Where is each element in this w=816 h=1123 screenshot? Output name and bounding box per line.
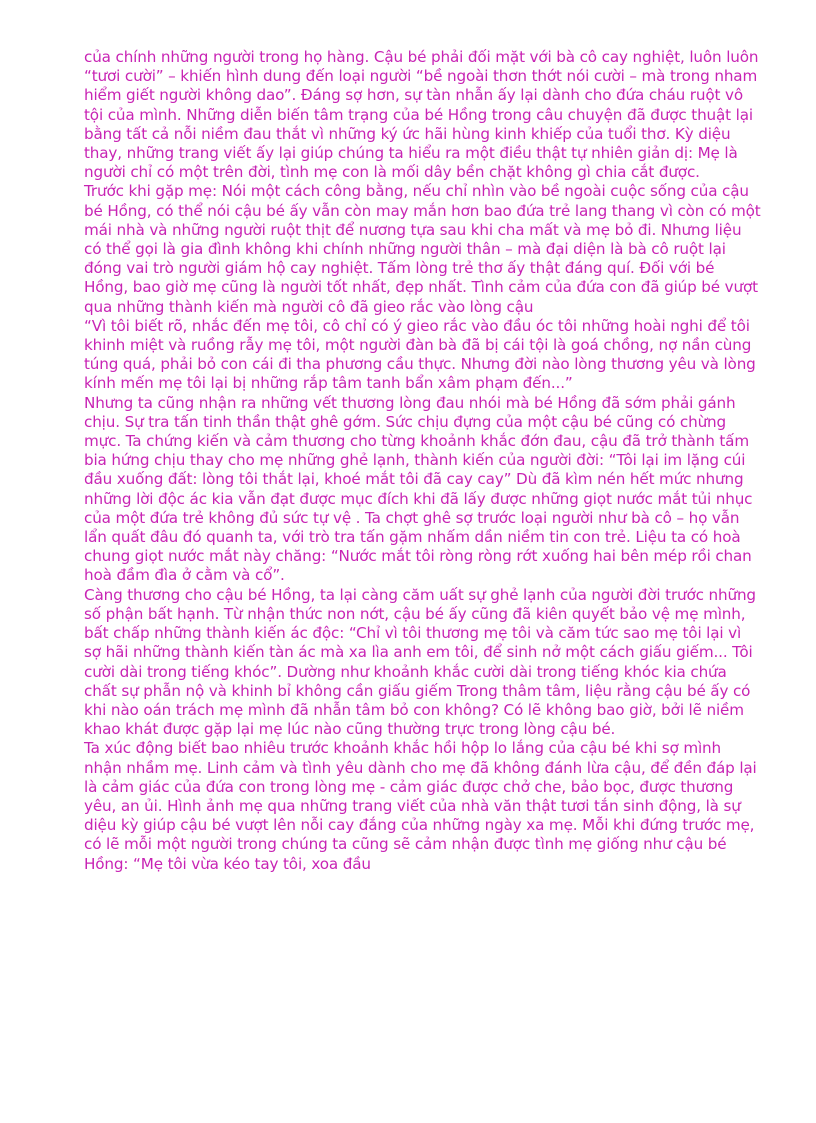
paragraph-3-quote: “Vì tôi biết rõ, nhắc đến mẹ tôi, cô chỉ có ý gieo rắc vào đầu óc tôi những hoài nghi để tôi khinh miệt và ruồng rẫy mẹ tôi, một người đàn bà đã bị cái tội là goá chồng, nợ nần cùng túng quá, phải bỏ con cái đi tha phương cầu thực. Nhưng đời nào lòng thương yêu và lòng kính mến mẹ tôi lại bị những rắp tâm tanh bẩn xâm phạm đến...” [84, 316, 756, 393]
paragraph-1: của chính những người trong họ hàng. Cậu bé phải đối mặt với bà cô cay nghiệt, luôn luôn “tươi cười” – khiến hình dung đến loại người “bề ngoài thơn thớt nói cười – mà trong nham hiểm giết người không dao”. Đáng sợ hơn, sự tàn nhẫn ấy lại dành cho đứa cháu ruột vô tội của mình. Những diễn biến tâm trạng của bé Hồng trong câu chuyện đã được thuật lại bằng tất cả nỗi niềm đau thắt vì những ký ức hãi hùng kinh khiếp của tuổi thơ. Kỳ diệu thay, những trang viết ấy lại giúp chúng ta hiểu ra một điều thật tự nhiên giản dị: Mẹ là người chỉ có một trên đời, tình mẹ con là mối dây bền chặt không gì chia cắt được. [84, 48, 759, 182]
paragraph-5: Càng thương cho cậu bé Hồng, ta lại càng căm uất sự ghẻ lạnh của người đời trước những số phận bất hạnh. Từ nhận thức non nớt, cậu bé ấy cũng đã kiên quyết bảo vệ mẹ mình, bất chấp những thành kiến ác độc: “Chỉ vì tôi thương mẹ tôi và căm tức sao mẹ tôi lại vì sợ hãi những thành kiến tàn ác mà xa lìa anh em tôi, để sinh nở một cách giấu giếm... Tôi cười dài trong tiếng khóc”. Dường như khoảnh khắc cười dài trong tiếng khóc kia chứa chất sự phẫn nộ và khinh bỉ không cần giấu giếm Trong thâm tâm, liệu rằng cậu bé ấy có khi nào oán trách mẹ mình đã nhẫn tâm bỏ con không? Có lẽ không bao giờ, bởi lẽ niềm khao khát được gặp lại mẹ lúc nào cũng thường trực trong lòng cậu bé. [84, 585, 756, 739]
document-page [84, 48, 762, 874]
paragraph-4: Nhưng ta cũng nhận ra những vết thương lòng đau nhói mà bé Hồng đã sớm phải gánh chịu. Sự tra tấn tinh thần thật ghê gớm. Sức chịu đựng của một cậu bé cũng có chừng mực. Ta chứng kiến và cảm thương cho từng khoảnh khắc đớn đau, cậu đã trở thành tấm bia hứng chịu thay cho mẹ những ghẻ lạnh, thành kiến của người đời: “Tôi lại im lặng cúi đầu xuống đất: lòng tôi thắt lại, khoé mắt tôi đã cay cay” Dù đã kìm nén hết mức nhưng những lời độc ác kia vẫn đạt được mục đích khi đã lấy được những giọt nước mắt tủi nhục của một đứa trẻ không đủ sức tự vệ . Ta chợt ghê sợ trước loại người như bà cô – họ vẫn lẩn quất đâu đó quanh ta, với trò tra tấn gặm nhấm dần niềm tin con trẻ. Liệu ta có hoà chung giọt nước mắt này chăng: “Nước mắt tôi ròng ròng rớt xuống hai bên mép rồi chan hoà đầm đìa ở cằm và cổ”. [84, 393, 753, 585]
paragraph-6: Ta xúc động biết bao nhiêu trước khoảnh khắc hồi hộp lo lắng của cậu bé khi sợ mình nhận nhầm mẹ. Linh cảm và tình yêu dành cho mẹ đã không đánh lừa cậu, để đền đáp lại là cảm giác của đứa con trong lòng mẹ - cảm giác được chở che, bảo bọc, được thương yêu, an ủi. Hình ảnh mẹ qua những trang viết của nhà văn thật tươi tắn sinh động, là sự diệu kỳ giúp cậu bé vượt lên nỗi cay đắng của những ngày xa mẹ. Mỗi khi đứng trước mẹ, có lẽ mỗi một người trong chúng ta cũng sẽ cảm nhận được tình mẹ giống như cậu bé Hồng: “Mẹ tôi vừa kéo tay tôi, xoa đầu [84, 739, 757, 873]
paragraph-2: Trước khi gặp mẹ: Nói một cách công bằng, nếu chỉ nhìn vào bề ngoài cuộc sống của cậu bé Hồng, có thể nói cậu bé ấy vẫn còn may mắn hơn bao đứa trẻ lang thang vì còn có một mái nhà và những người ruột thịt để nương tựa sau khi cha mất và mẹ bỏ đi. Nhưng liệu có thể gọi là gia đình không khi chính những người thân – mà đại diện là bà cô ruột lại đóng vai trò người giám hộ cay nghiệt. Tấm lòng trẻ thơ ấy thật đáng quí. Đối với bé Hồng, bao giờ mẹ cũng là người tốt nhất, đẹp nhất. Tình cảm của đứa con đã giúp bé vượt qua những thành kiến mà người cô đã gieo rắc vào lòng cậu [84, 182, 761, 316]
